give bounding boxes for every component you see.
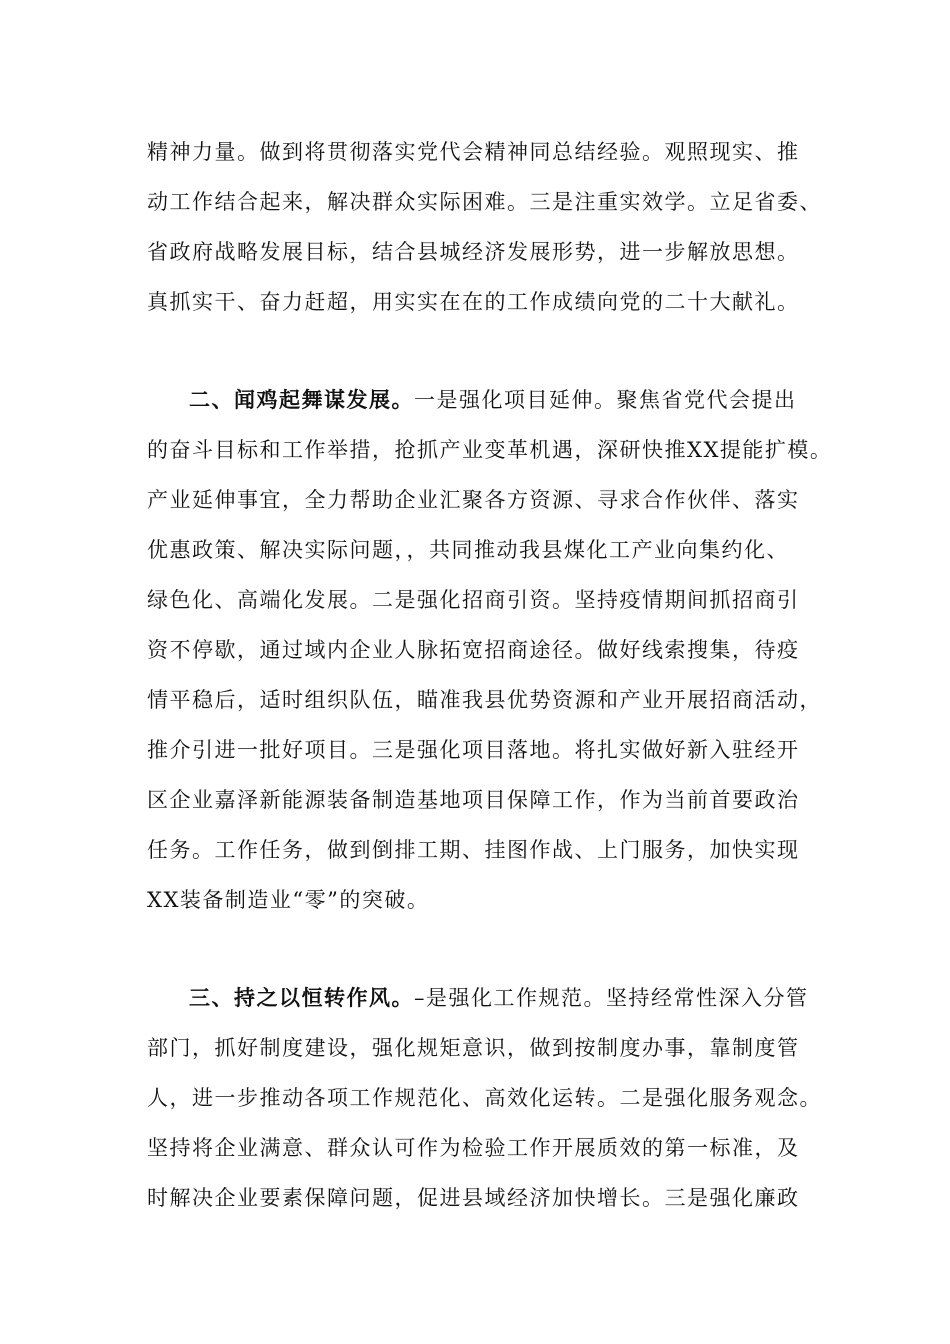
paragraph-line: 资不停歇，通过域内企业人脉拓宽招商途径。做好线索搜集，待疫 [147, 638, 800, 662]
paragraph-2 [147, 375, 833, 925]
paragraph-line: 的奋斗目标和工作举措，抢抓产业变革机遇，深研快推XX提能扩模。 [147, 438, 833, 462]
section-heading: 三、持之以恒转作风。 [189, 985, 414, 1010]
paragraph-line: 人，进一步推动各项工作规范化、高效化运转。二是强化服务观念。 [147, 1086, 822, 1110]
paragraph-line: 真抓实干、奋力赶超，用实实在在的工作成绩向党的二十大献礼。 [147, 290, 800, 314]
paragraph-text: 一是强化项目延伸。聚焦省党代会提出 [414, 388, 797, 412]
paragraph-line: 省政府战略发展目标，结合县城经济发展形势，进一步解放思想。 [147, 240, 800, 264]
paragraph-line: 动工作结合起来，解决群众实际困难。三是注重实效学。立足省委、 [147, 190, 822, 214]
paragraph-line: 优惠政策、解决实际问题，，共同推动我县煤化工产业向集约化、 [147, 538, 789, 562]
paragraph-line: 时解决企业要素保障问题，促进县域经济加快增长。三是强化廉政 [147, 1186, 800, 1210]
paragraph-1 [147, 127, 827, 327]
paragraph-line: 部门，抓好制度建设，强化规矩意识，做到按制度办事，靠制度管 [147, 1036, 800, 1060]
paragraph-line: 精神力量。做到将贯彻落实党代会精神同总结经验。观照现实、推 [147, 140, 800, 164]
paragraph-line: 推介引进一批好项目。三是强化项目落地。将扎实做好新入驻经开 [147, 738, 800, 762]
paragraph-line: 区企业嘉泽新能源装备制造基地项目保障工作，作为当前首要政治 [147, 788, 800, 812]
paragraph-3 [147, 973, 827, 1223]
paragraph-line: XX装备制造业“零”的突破。 [147, 888, 430, 912]
paragraph-line: 情平稳后，适时组织队伍，瞄准我县优势资源和产业开展招商活动， [147, 688, 822, 712]
paragraph-text: –是强化工作规范。坚持经常性深入分管 [414, 986, 809, 1010]
paragraph-first-line [147, 375, 827, 425]
paragraph-line: 绿色化、高端化发展。二是强化招商引资。坚持疫情期间抓招商引 [147, 588, 800, 612]
paragraph-line: 产业延伸事宜，全力帮助企业汇聚各方资源、寻求合作伙伴、落实 [147, 488, 800, 512]
paragraph-line: 坚持将企业满意、群众认可作为检验工作开展质效的第一标准，及 [147, 1136, 800, 1160]
paragraph-first-line [147, 973, 827, 1023]
section-heading: 二、闻鸡起舞谋发展。 [189, 387, 414, 412]
paragraph-line: 任务。工作任务，做到倒排工期、挂图作战、上门服务，加快实现 [147, 838, 800, 862]
